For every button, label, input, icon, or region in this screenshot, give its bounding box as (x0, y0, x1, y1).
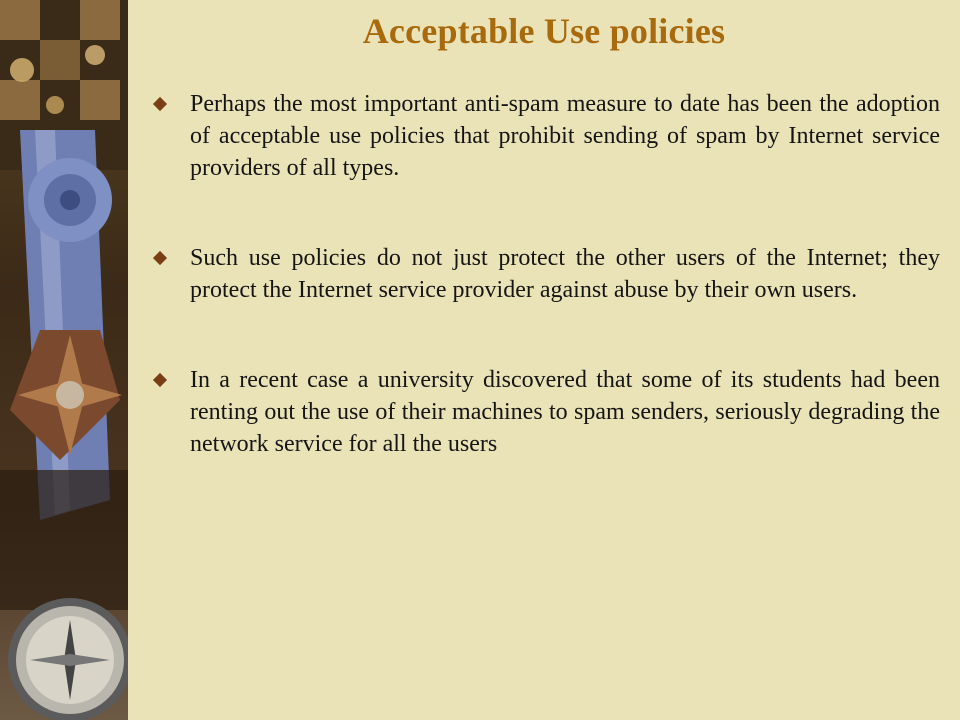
bullet-text: Perhaps the most important anti-spam measure to date has been the adoption of acceptable use policies that prohibit sending of spam by Internet service providers of all types. (190, 91, 940, 181)
ribbon-medal-icon (10, 130, 122, 520)
bullet-list (148, 88, 940, 518)
diamond-bullet-icon (153, 373, 167, 387)
bullet-text: Such use policies do not just protect the other users of the Internet; they protect the Internet service provider against abuse by their own users. (190, 245, 940, 303)
diamond-bullet-icon (153, 251, 167, 265)
decorative-side-image (0, 0, 128, 720)
slide-content (128, 0, 960, 720)
bullet-item (148, 364, 940, 460)
diamond-bullet-icon (153, 97, 167, 111)
bullet-item (148, 242, 940, 306)
bullet-item (148, 88, 940, 184)
decorative-collage (0, 0, 128, 720)
slide-title: Acceptable Use policies (362, 11, 726, 51)
bullet-text: In a recent case a university discovered that some of its students had been renting out the use of their machines to spam senders, seriously degrading the network service for all the users (190, 367, 940, 457)
compass-icon (8, 598, 128, 720)
